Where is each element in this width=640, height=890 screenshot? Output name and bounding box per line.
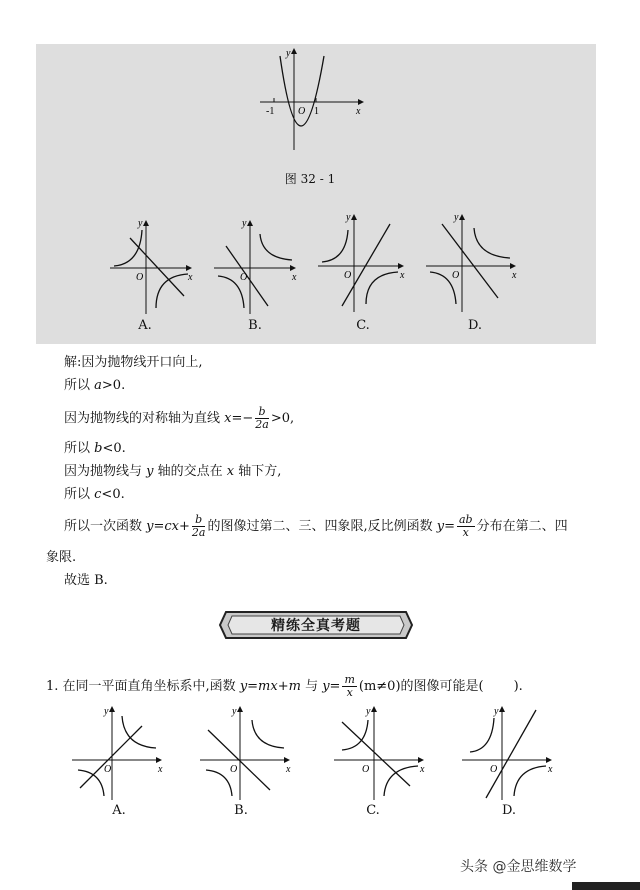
origin-label: O — [490, 764, 498, 775]
question-option-b-graph — [200, 702, 300, 802]
axis-x-label: x — [292, 272, 297, 283]
fraction: $\frac{b}{2a}$ — [255, 405, 269, 431]
solution-line-5: 因为抛物线与 y 轴的交点在 x 轴下方, — [64, 464, 282, 479]
fraction: $\frac{b}{2a}$ — [191, 513, 206, 539]
section-banner — [218, 610, 414, 640]
watermark: 头条 @金思维数学 — [460, 859, 577, 875]
tick-pos-label: 1 — [314, 106, 319, 117]
axis-x-label: x — [356, 106, 361, 117]
axis-x-label: x — [548, 764, 553, 775]
solution-line-4: 所以 b<0. — [64, 441, 126, 456]
solution-line-2: 所以 a>0. — [64, 378, 126, 393]
question-1: 1. 在同一平面直角坐标系中,函数 y=mx+m 与 y= $\frac{m}{x}$ (m≠0)的图像可能是( ). — [46, 673, 523, 699]
solution-line-6: 所以 c<0. — [64, 487, 125, 502]
example-option-a-label: A. — [138, 318, 152, 333]
origin-label: O — [230, 764, 238, 775]
figure-caption: 图 32 - 1 — [284, 172, 336, 186]
question-option-c-label[interactable]: C. — [366, 803, 380, 818]
axis-y-label: y — [366, 706, 371, 717]
origin-label: O — [298, 106, 306, 117]
axis-y-label: y — [232, 706, 237, 717]
tick-neg-label: -1 — [266, 106, 275, 117]
origin-label: O — [136, 272, 144, 283]
solution-line-9: 故选 B. — [64, 573, 108, 588]
axis-y-label: y — [494, 706, 499, 717]
axis-x-label: x — [400, 270, 405, 281]
parabola-graph — [260, 46, 370, 156]
axis-y-label: y — [346, 212, 351, 223]
fraction: $\frac{m}{x}$ — [344, 673, 355, 699]
axis-y-label: y — [242, 218, 247, 229]
question-option-d-graph — [462, 702, 562, 802]
example-option-a-graph — [110, 216, 200, 316]
example-option-b-graph — [214, 216, 304, 316]
origin-label: O — [104, 764, 112, 775]
solution-line-3: 因为抛物线的对称轴为直线 x=− $\frac{b}{2a}$ >0, — [64, 405, 295, 431]
question-option-b-label[interactable]: B. — [234, 803, 248, 818]
fraction: $\frac{ab}{x}$ — [458, 513, 473, 539]
question-option-a-graph — [72, 702, 172, 802]
axis-x-label: x — [512, 270, 517, 281]
origin-label: O — [362, 764, 370, 775]
origin-label: O — [240, 272, 248, 283]
origin-label: O — [452, 270, 460, 281]
axis-y-label: y — [104, 706, 109, 717]
origin-label: O — [344, 270, 352, 281]
example-option-b-label: B. — [248, 318, 262, 333]
axis-x-label: x — [158, 764, 163, 775]
example-option-d-graph — [426, 210, 522, 314]
solution-line-1: 解:因为抛物线开口向上, — [64, 355, 203, 370]
axis-y-label: y — [138, 218, 143, 229]
example-option-d-label: D. — [467, 318, 483, 333]
example-option-c-graph — [318, 210, 408, 314]
question-option-c-graph — [334, 702, 434, 802]
corner-bar — [572, 882, 640, 890]
example-option-c-label: C. — [356, 318, 370, 333]
axis-x-label: x — [420, 764, 425, 775]
axis-x-label: x — [188, 272, 193, 283]
solution-line-7: 所以一次函数 y=cx+ $\frac{b}{2a}$ 的图像过第二、三、四象限,反比例函数 y= $\frac{ab}{x}$ 分布在第二、四 — [64, 513, 568, 539]
question-option-a-label[interactable]: A. — [112, 803, 126, 818]
axis-y-label: y — [286, 48, 291, 59]
axis-x-label: x — [286, 764, 291, 775]
section-title: 精练全真考题 — [271, 618, 361, 634]
solution-line-8: 象限. — [46, 550, 77, 565]
question-option-d-label[interactable]: D. — [501, 803, 517, 818]
axis-y-label: y — [454, 212, 459, 223]
